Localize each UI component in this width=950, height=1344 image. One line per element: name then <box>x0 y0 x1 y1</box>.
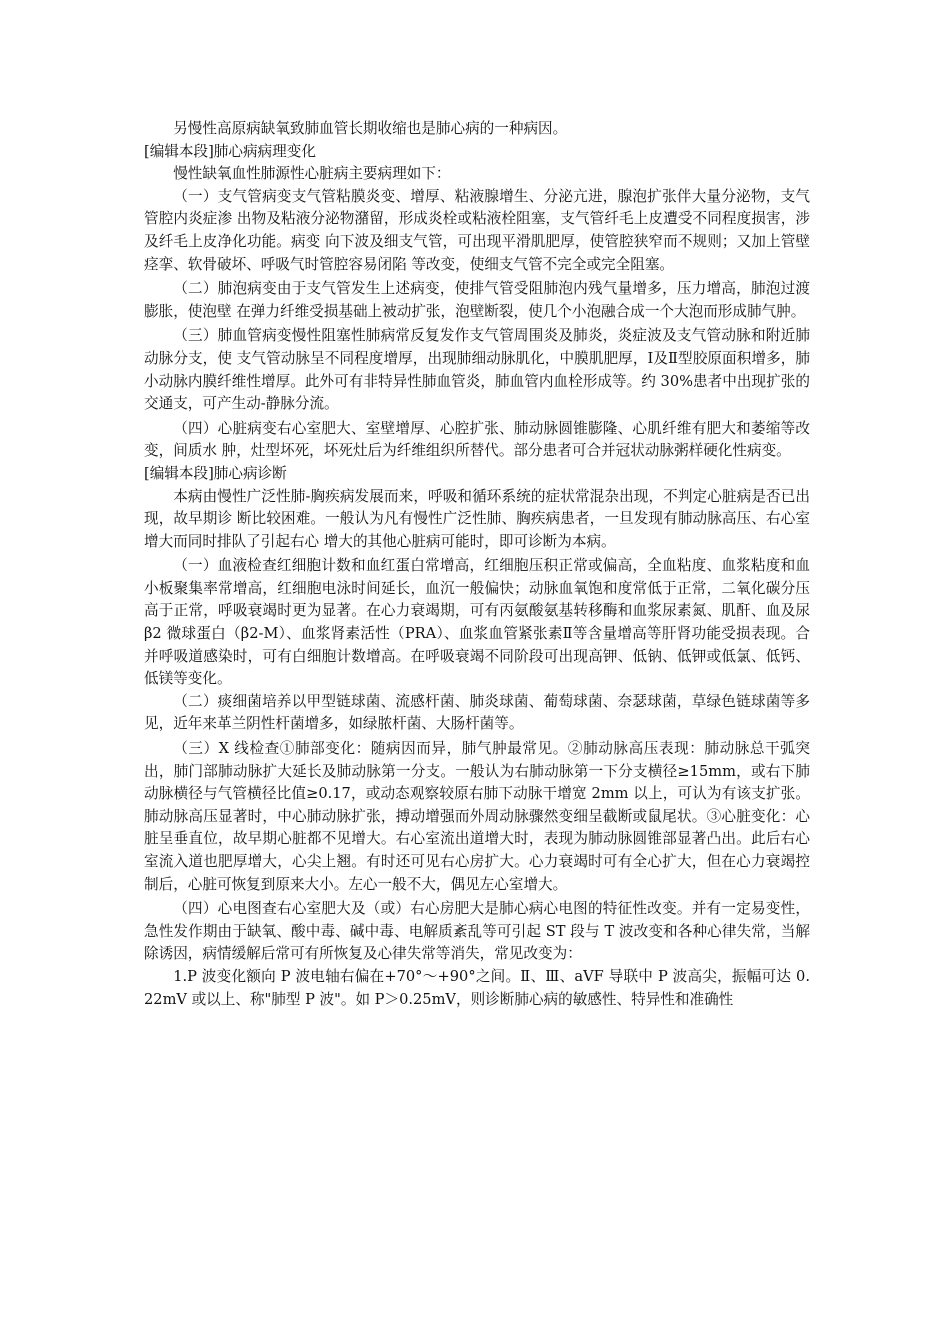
paragraph-blood-test: （一）血液检查红细胞计数和血红蛋白常增高，红细胞压积正常或偏高，全血粘度、血浆粘度和血小板聚集率常增高，红细胞电泳时间延长，血沉一般偏快；动脉血氧饱和度常低于正常，二氧化碳分压高于正常，呼吸衰竭时更为显著。在心力衰竭期，可有丙氨酸氨基转移酶和血浆尿素氮、肌酐、血及尿 β2 微球蛋白（β2-M）、血浆肾素活性（PRA）、血浆血管紧张素Ⅱ等含量增高等肝肾功能受损表现。合并呼吸道感染时，可有白细胞计数增高。在呼吸衰竭不同阶段可出现高钾、低钠、低钾或低氯、低钙、低镁等变化。 <box>144 557 810 688</box>
paragraph-p-wave: 1.P 波变化额向 P 波电轴右偏在+70°～+90°之间。Ⅱ、Ⅲ、aVF 导联中 P 波高尖，振幅可达 0.22mV 或以上、称"肺型 P 波"。如 P＞0.25mV，则诊断肺心病的敏感性、特异性和准确性 <box>144 967 810 1008</box>
paragraph-sputum-culture: （二）痰细菌培养以甲型链球菌、流感杆菌、肺炎球菌、葡萄球菌、奈瑟球菌，草绿色链球菌等多见，近年来革兰阴性杆菌增多，如绿脓杆菌、大肠杆菌等。 <box>144 692 810 733</box>
paragraph-pathology-intro: 慢性缺氧血性肺源性心脏病主要病理如下： <box>173 165 451 183</box>
paragraph-ecg: （四）心电图查右心室肥大及（或）右心房肥大是肺心病心电图的特征性改变。并有一定易变性，急性发作期由于缺氧、酸中毒、碱中毒、电解质紊乱等可引起 ST 段与 T 波改变和各种心律失常，当解除诱因，病情缓解后常可有所恢复及心律失常等消失，常见改变为： <box>144 900 810 963</box>
paragraph-xray: （三）X 线检查①肺部变化：随病因而异，肺气肿最常见。②肺动脉高压表现：肺动脉总干弧突出，肺门部肺动脉扩大延长及肺动脉第一分支。一般认为右肺动脉第一下分支横径≥15mm，或右下肺动脉横径与气管横径比值≥0.17，或动态观察较原右肺下动脉干增宽 2mm 以上，可认为有该支扩张。肺动脉高压显著时，中心肺动脉扩张，搏动增强而外周动脉骤然变细呈截断或鼠尾状。③心脏变化：心脏呈垂直位，故早期心脏都不见增大。右心室流出道增大时，表现为肺动脉圆锥部显著凸出。此后右心室流入道也肥厚增大，心尖上翘。有时还可见右心房扩大。心力衰竭时可有全心扩大，但在心力衰竭控制后，心脏可恢复到原来大小。左心一般不大，偶见左心室增大。 <box>144 740 810 893</box>
paragraph-vascular-lesion: （三）肺血管病变慢性阻塞性肺病常反复发作支气管周围炎及肺炎，炎症波及支气管动脉和附近肺动脉分支，使 支气管动脉呈不同程度增厚，出现肺细动脉肌化，中膜肌肥厚，Ⅰ及Ⅱ型胶原面积增多，肺小动脉内膜纤维性增厚。此外可有非特异性肺血管炎，肺血管内血栓形成等。约 30%患者中出现扩张的交通支，可产生动-静脉分流。 <box>144 327 810 413</box>
paragraph-intro: 另慢性高原病缺氧致肺血管长期收缩也是肺心病的一种病因。 <box>173 120 568 137</box>
paragraph-alveolar-lesion: （二）肺泡病变由于支气管发生上述病变，使排气管受阻肺泡内残气量增多，压力增高，肺泡过渡膨胀，使泡壁 在弹力纤维受损基础上被动扩张，泡壁断裂，使几个小泡融合成一个大泡而形成肺气肿。 <box>144 280 810 320</box>
paragraph-cardiac-lesion: （四）心脏病变右心室肥大、室壁增厚、心腔扩张、肺动脉圆锥膨隆、心肌纤维有肥大和萎缩等改变，间质水 肿，灶型坏死，坏死灶后为纤维组织所替代。部分患者可合并冠状动脉粥样硬化性病变。 <box>144 419 810 460</box>
document-page <box>144 118 810 1011</box>
section-heading-diagnosis: [编辑本段]肺心病诊断 <box>144 464 287 482</box>
paragraph-bronchial-lesion: （一）支气管病变支气管粘膜炎变、增厚、粘液腺增生、分泌亢进，腺泡扩张伴大量分泌物，支气管腔内炎症渗 出物及粘液分泌物潴留，形成炎栓或粘液栓阻塞，支气管纤毛上皮遭受不同程度损害，涉及纤毛上皮净化功能。病变 向下波及细支气管，可出现平滑肌肥厚，使管腔狭窄而不规则；又加上管壁痉挛、软骨破坏、呼吸气时管腔容易闭陷 等改变，使细支气管不完全或完全阻塞。 <box>144 187 810 273</box>
section-heading-pathology: [编辑本段]肺心病病理变化 <box>144 142 316 160</box>
paragraph-diagnosis-intro: 本病由慢性广泛性肺-胸疾病发展而来，呼吸和循环系统的症状常混杂出现，不判定心脏病是否已出现，故早期诊 断比较困难。一般认为凡有慢性广泛性肺、胸疾病患者，一旦发现有肺动脉高压、右心室增大而同时排队了引起右心 增大的其他心脏病可能时，即可诊断为本病。 <box>144 487 810 550</box>
